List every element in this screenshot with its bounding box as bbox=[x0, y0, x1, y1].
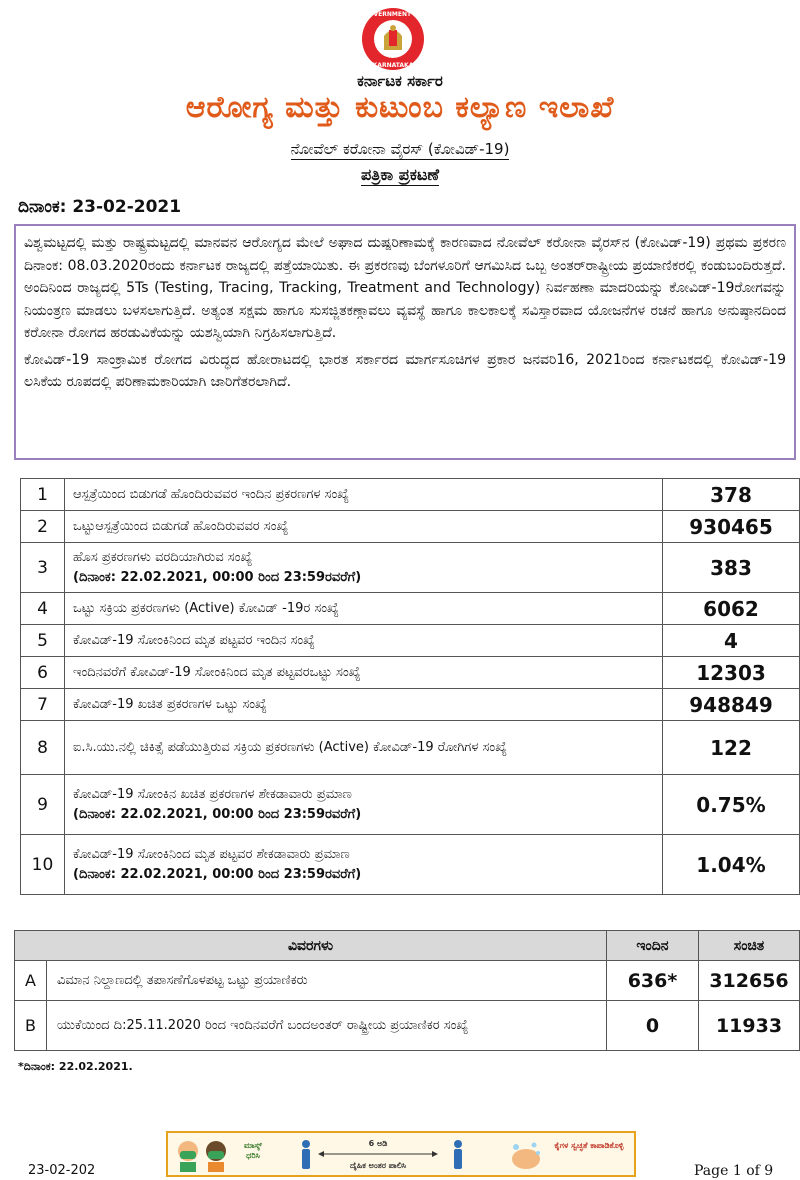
details-table bbox=[14, 930, 800, 1051]
distance-arrow-icon bbox=[318, 1150, 438, 1158]
row-description: ಕೋವಿಡ್-19 ಸೋಂಕಿನಿಂದ ಮೃತ ಪಟ್ಟವರ ಇಂದಿನ ಸಂಖ್ಯೆ bbox=[65, 625, 663, 657]
row-number: 6 bbox=[21, 657, 65, 689]
table-row bbox=[21, 689, 800, 721]
row-value: 4 bbox=[663, 625, 800, 657]
details-header-row bbox=[15, 931, 800, 961]
row-number: 8 bbox=[21, 721, 65, 775]
government-emblem bbox=[354, 6, 432, 72]
table-row bbox=[15, 1001, 800, 1051]
row-date-range: (ದಿನಾಂಕ: 22.02.2021, 00:00 ರಿಂದ 23:59ರವರೆಗೆ) bbox=[73, 866, 362, 882]
covid-guidelines-banner bbox=[166, 1131, 636, 1177]
header-cumulative: ಸಂಚಿತ bbox=[699, 931, 800, 961]
row-value: 0.75% bbox=[663, 775, 800, 835]
table-row bbox=[21, 775, 800, 835]
table-row bbox=[21, 479, 800, 511]
government-name: ಕರ್ನಾಟಕ ಸರ್ಕಾರ bbox=[357, 72, 443, 90]
table-row bbox=[21, 511, 800, 543]
row-description: ಒಟ್ಟುಆಸ್ಪತ್ರೆಯಿಂದ ಬಿಡುಗಡೆ ಹೊಂದಿರುವವರ ಸಂಖ್ಯೆ bbox=[65, 511, 663, 543]
row-value: 12303 bbox=[663, 657, 800, 689]
footer-date: 23-02-202 bbox=[28, 1163, 96, 1178]
mask-people-icon bbox=[174, 1137, 234, 1173]
row-value: 383 bbox=[663, 543, 800, 593]
hand-wash-icon bbox=[508, 1139, 544, 1173]
row-value: 930465 bbox=[663, 511, 800, 543]
intro-paragraph-1: ವಿಶ್ವಮಟ್ಟದಲ್ಲಿ ಮತ್ತು ರಾಷ್ಟ್ರಮಟ್ಟದಲ್ಲಿ ಮಾನವನ ಆರೋಗ್ಯದ ಮೇಲೆ ಅಘಾದ ದುಷ್ಪರಿಣಾಮಕ್ಕೆ ಕಾರಣವಾದ ನೋವೆಲ್ ಕರೋನಾ ವೈರಸ್‌ನ (ಕೋವಿಡ್-19) ಪ್ರಥಮ ಪ್ರಕರಣ ದಿನಾಂಕ: 08.03.2020ರಂದು ಕರ್ನಾಟಕ ರಾಜ್ಯದಲ್ಲಿ ಪತ್ತೆಯಾಯಿತು. ಈ ಪ್ರಕರಣವು ಬೆಂಗಳೂರಿಗೆ ಆಗಮಿಸಿದ ಒಬ್ಬ ಅಂತರ್‌ರಾಷ್ಟ್ರೀಯ ಪ್ರಯಾಣಿಕರಲ್ಲಿ ಕಂಡುಬಂದಿರುತ್ತದೆ. ಅಂದಿನಿಂದ ರಾಜ್ಯದಲ್ಲಿ 5Ts (Testing, Tracing, Tracking, Treatment and Technology) ನಿರ್ವಹಣಾ ಮಾದರಿಯನ್ನು ಕೋವಿಡ್-19ರೋಗವನ್ನು ನಿಯಂತ್ರಣ ಮಾಡಲು ಬಳಸಲಾಗುತ್ತಿದೆ. ಅತ್ಯಂತ ಸಕ್ಷಮ ಹಾಗೂ ಸುಸಜ್ಜಿತಕಣ್ಗಾವಲು ವ್ಯವಸ್ಥೆ ಹಾಗೂ ಕಾಲಕಾಲಕ್ಕೆ ಸವಿಸ್ತಾರವಾದ ಯೋಜನೆಗಳ ರಚನೆ ಹಾಗೂ ಅನುಷ್ಠಾನದಿಂದ ಕರೋನಾ ರೋಗದ ಹರಡುವಿಕೆಯನ್ನು ಯಶಸ್ವಿಯಾಗಿ ನಿಗ್ರಹಿಸಲಾಗುತ್ತಿದೆ. bbox=[24, 235, 786, 341]
row-cumulative: 11933 bbox=[699, 1001, 800, 1051]
row-description-cell bbox=[65, 543, 663, 593]
subject-text: ನೋವೆಲ್ ಕರೋನಾ ವೈರಸ್ (ಕೋವಿಡ್-19) bbox=[290, 140, 510, 158]
table-row bbox=[15, 961, 800, 1001]
row-description: ಯುಕೆಯಿಂದ ದಿ:25.11.2020 ರಿಂದ ಇಂದಿನವರೆಗೆ ಬಂದಅಂತರ್ ರಾಷ್ಟ್ರೀಯ ಪ್ರಯಾಣಿಕರ ಸಂಖ್ಯೆ bbox=[47, 1001, 607, 1051]
row-number: 10 bbox=[21, 835, 65, 895]
person-left-icon bbox=[300, 1139, 312, 1171]
table-row bbox=[21, 625, 800, 657]
subject-line bbox=[0, 140, 800, 158]
row-description: ವಿಮಾನ ನಿಲ್ದಾಣದಲ್ಲಿ ತಪಾಸಣೆಗೊಳಪಟ್ಟ ಒಟ್ಟು ಪ್ರಯಾಣಿಕರು bbox=[47, 961, 607, 1001]
hand-hygiene-text: ಕೈಗಳ ಸ್ವಚ್ಛತೆ ಕಾಪಾಡಿಕೊಳ್ಳಿ bbox=[554, 1141, 624, 1150]
person-right-icon bbox=[452, 1139, 464, 1171]
header-today: ಇಂದಿನ bbox=[607, 931, 699, 961]
row-date-range: (ದಿನಾಂಕ: 22.02.2021, 00:00 ರಿಂದ 23:59ರವರೆಗೆ) bbox=[73, 569, 362, 585]
table-row bbox=[21, 593, 800, 625]
release-date: ದಿನಾಂಕ: 23-02-2021 bbox=[18, 197, 182, 217]
department-title: ಆರೋಗ್ಯ ಮತ್ತು ಕುಟುಂಬ ಕಲ್ಯಾಣ ಇಲಾಖೆ bbox=[185, 90, 615, 125]
distance-text: ದೈಹಿಕ ಅಂತರ ಪಾಲಿಸಿ bbox=[349, 1161, 407, 1170]
table-row bbox=[21, 721, 800, 775]
intro-paragraph-2: ಕೋವಿಡ್-19 ಸಾಂಕ್ರಾಮಿಕ ರೋಗದ ವಿರುದ್ಧದ ಹೋರಾಟದಲ್ಲಿ ಭಾರತ ಸರ್ಕಾರದ ಮಾರ್ಗಸೂಚಿಗಳ ಪ್ರಕಾರ ಜನವರಿ16, 2021ರಿಂದ ಕರ್ನಾಟಕದಲ್ಲಿ ಕೋವಿಡ್-19 ಲಸಿಕೆಯ ರೂಪದಲ್ಲಿ ಪರಿಣಾಮಕಾರಿಯಾಗಿ ಜಾರಿಗೆತರಲಾಗಿದೆ. bbox=[24, 351, 786, 390]
table-row bbox=[21, 835, 800, 895]
row-number: 3 bbox=[21, 543, 65, 593]
row-value: 6062 bbox=[663, 593, 800, 625]
row-description: ಇಂದಿನವರೆಗೆ ಕೋವಿಡ್-19 ಸೋಂಕಿನಿಂದ ಮೃತ ಪಟ್ಟವರಒಟ್ಟು ಸಂಖ್ಯೆ bbox=[65, 657, 663, 689]
row-description: ಕೋವಿಡ್-19 ಸೋಂಕಿನ ಖಚಿತ ಪ್ರಕರಣಗಳ ಶೇಕಡಾವಾರು ಪ್ರಮಾಣ bbox=[73, 786, 352, 802]
stats-table bbox=[20, 478, 800, 895]
row-date-range: (ದಿನಾಂಕ: 22.02.2021, 00:00 ರಿಂದ 23:59ರವರೆಗೆ) bbox=[73, 806, 362, 822]
row-number: 2 bbox=[21, 511, 65, 543]
row-number: 9 bbox=[21, 775, 65, 835]
row-number: 7 bbox=[21, 689, 65, 721]
emblem-text-top: GOVERNMENT OF bbox=[363, 11, 423, 18]
press-release-text: ಪತ್ರಿಕಾ ಪ್ರಕಟಣೆ bbox=[360, 165, 440, 184]
emblem-text-bottom: KARNATAKA bbox=[372, 62, 414, 69]
row-description: ಹೊಸ ಪ್ರಕರಣಗಳು ವರದಿಯಾಗಿರುವ ಸಂಖ್ಯೆ bbox=[73, 549, 253, 565]
row-number: 1 bbox=[21, 479, 65, 511]
row-description: ಐ.ಸಿ.ಯು.ನಲ್ಲಿ ಚಿಕಿತ್ಸೆ ಪಡೆಯುತ್ತಿರುವ ಸಕ್ರಿಯ ಪ್ರಕರಣಗಳು (Active) ಕೋವಿಡ್-19 ರೋಗಿಗಳ ಸಂಖ್ಯೆ bbox=[65, 721, 663, 775]
row-cumulative: 312656 bbox=[699, 961, 800, 1001]
header-details: ವಿವರಗಳು bbox=[15, 931, 607, 961]
distance-value: 6 ಅಡಿ bbox=[368, 1139, 388, 1148]
mask-text: ಮಾಸ್ಕ್ ಧರಿಸಿ bbox=[243, 1141, 263, 1160]
row-number: 4 bbox=[21, 593, 65, 625]
row-description: ಆಸ್ಪತ್ರೆಯಿಂದ ಬಿಡುಗಡೆ ಹೊಂದಿರುವವರ ಇಂದಿನ ಪ್ರಕರಣಗಳ ಸಂಖ್ಯೆ bbox=[65, 479, 663, 511]
row-label: A bbox=[15, 961, 47, 1001]
row-value: 948849 bbox=[663, 689, 800, 721]
intro-box bbox=[14, 224, 796, 460]
page-number: Page 1 of 9 bbox=[694, 1163, 774, 1179]
press-release-title bbox=[0, 165, 800, 185]
row-value: 378 bbox=[663, 479, 800, 511]
row-description-cell bbox=[65, 775, 663, 835]
row-description: ಒಟ್ಟು ಸಕ್ರಿಯ ಪ್ರಕರಣಗಳು (Active) ಕೋವಿಡ್ -19ರ ಸಂಖ್ಯೆ bbox=[65, 593, 663, 625]
row-today: 636* bbox=[607, 961, 699, 1001]
row-description: ಕೋವಿಡ್-19 ಸೋಂಕಿನಿಂದ ಮೃತ ಪಟ್ಟವರ ಶೇಕಡಾವಾರು ಪ್ರಮಾಣ bbox=[73, 846, 350, 862]
row-description: ಕೋವಿಡ್-19 ಖಚಿತ ಪ್ರಕರಣಗಳ ಒಟ್ಟು ಸಂಖ್ಯೆ bbox=[65, 689, 663, 721]
table-row bbox=[21, 657, 800, 689]
footnote: *ದಿನಾಂಕ: 22.02.2021. bbox=[18, 1060, 133, 1073]
row-description-cell bbox=[65, 835, 663, 895]
row-today: 0 bbox=[607, 1001, 699, 1051]
row-value: 122 bbox=[663, 721, 800, 775]
row-label: B bbox=[15, 1001, 47, 1051]
row-value: 1.04% bbox=[663, 835, 800, 895]
row-number: 5 bbox=[21, 625, 65, 657]
table-row bbox=[21, 543, 800, 593]
